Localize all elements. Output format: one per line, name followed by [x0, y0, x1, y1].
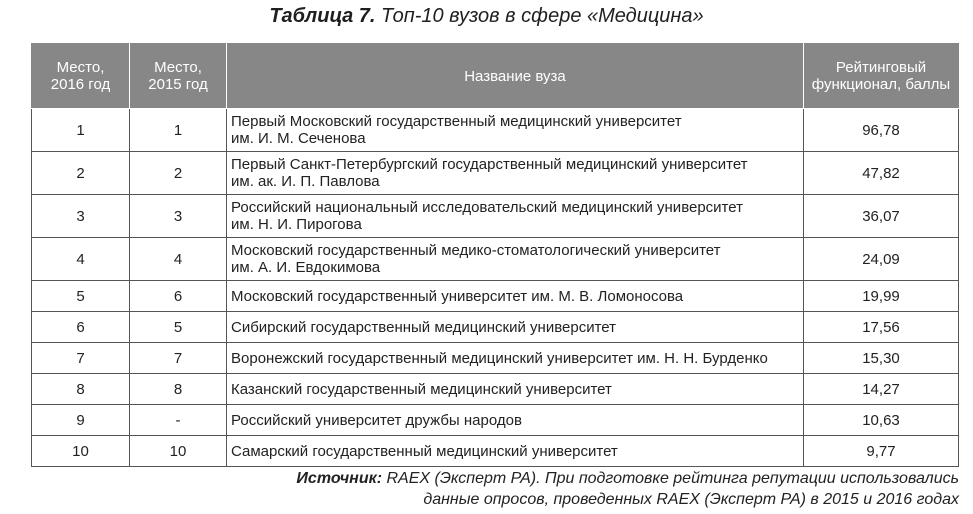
university-name-cell: Российский университет дружбы народов — [227, 405, 804, 436]
university-name-cell: Воронежский государственный медицинский университет им. Н. Н. Бурденко — [227, 343, 804, 374]
score-cell: 19,99 — [804, 281, 959, 312]
score-cell: 47,82 — [804, 152, 959, 195]
table-row — [32, 152, 959, 195]
table-row — [32, 343, 959, 374]
score-cell: 14,27 — [804, 374, 959, 405]
university-name-cell: Российский национальный исследовательский медицинский университет им. Н. И. Пирогова — [227, 195, 804, 238]
university-name-cell: Первый Санкт-Петербургский государственный медицинский университет им. ак. И. П. Павлова — [227, 152, 804, 195]
table-caption — [0, 5, 973, 28]
university-name-cell: Казанский государственный медицинский университет — [227, 374, 804, 405]
rank-2016-cell: 8 — [32, 374, 130, 405]
rank-2016-cell: 4 — [32, 238, 130, 281]
table-row — [32, 405, 959, 436]
rank-2015-cell: - — [130, 405, 227, 436]
source-line-1: RAEX (Эксперт РА). При подготовке рейтинга репутации использовались — [386, 470, 959, 487]
rank-2016-cell: 5 — [32, 281, 130, 312]
rank-2015-cell: 8 — [130, 374, 227, 405]
university-name-cell: Первый Московский государственный медицинский университет им. И. М. Сеченова — [227, 109, 804, 152]
university-name-cell: Самарский государственный медицинский университет — [227, 436, 804, 467]
source-line-2: данные опросов, проведенных RAEX (Эксперт РА) в 2015 и 2016 годах — [423, 491, 959, 508]
score-cell: 10,63 — [804, 405, 959, 436]
table-row — [32, 238, 959, 281]
table-row — [32, 374, 959, 405]
rank-2016-cell: 9 — [32, 405, 130, 436]
rank-2015-cell: 7 — [130, 343, 227, 374]
score-cell: 9,77 — [804, 436, 959, 467]
university-name-cell: Сибирский государственный медицинский университет — [227, 312, 804, 343]
ranking-table — [31, 43, 959, 467]
rank-2015-cell: 2 — [130, 152, 227, 195]
rank-2015-cell: 5 — [130, 312, 227, 343]
university-name-cell: Московский государственный университет им. М. В. Ломоносова — [227, 281, 804, 312]
rank-2015-cell: 4 — [130, 238, 227, 281]
caption-label: Таблица 7. — [269, 5, 376, 27]
source-label: Источник: — [296, 470, 383, 487]
header-row — [32, 44, 959, 109]
rank-2015-cell: 1 — [130, 109, 227, 152]
rank-2015-cell: 6 — [130, 281, 227, 312]
caption-text: Топ-10 вузов в сфере «Медицина» — [381, 5, 704, 27]
score-cell: 96,78 — [804, 109, 959, 152]
rank-2016-cell: 3 — [32, 195, 130, 238]
score-cell: 15,30 — [804, 343, 959, 374]
rank-2016-cell: 2 — [32, 152, 130, 195]
table-row — [32, 312, 959, 343]
rank-2016-cell: 1 — [32, 109, 130, 152]
table-row — [32, 281, 959, 312]
university-name-cell: Московский государственный медико-стоматологический университет им. А. И. Евдокимова — [227, 238, 804, 281]
table-row — [32, 436, 959, 467]
header-rank-2016: Место, 2016 год — [32, 44, 130, 109]
rank-2015-cell: 10 — [130, 436, 227, 467]
score-cell: 24,09 — [804, 238, 959, 281]
header-score: Рейтинговый функционал, баллы — [804, 44, 959, 109]
score-cell: 17,56 — [804, 312, 959, 343]
rank-2016-cell: 6 — [32, 312, 130, 343]
rank-2015-cell: 3 — [130, 195, 227, 238]
score-cell: 36,07 — [804, 195, 959, 238]
rank-2016-cell: 10 — [32, 436, 130, 467]
table-row — [32, 195, 959, 238]
table-row — [32, 109, 959, 152]
header-university-name: Название вуза — [227, 44, 804, 109]
source-note — [259, 468, 959, 510]
header-rank-2015: Место, 2015 год — [130, 44, 227, 109]
rank-2016-cell: 7 — [32, 343, 130, 374]
